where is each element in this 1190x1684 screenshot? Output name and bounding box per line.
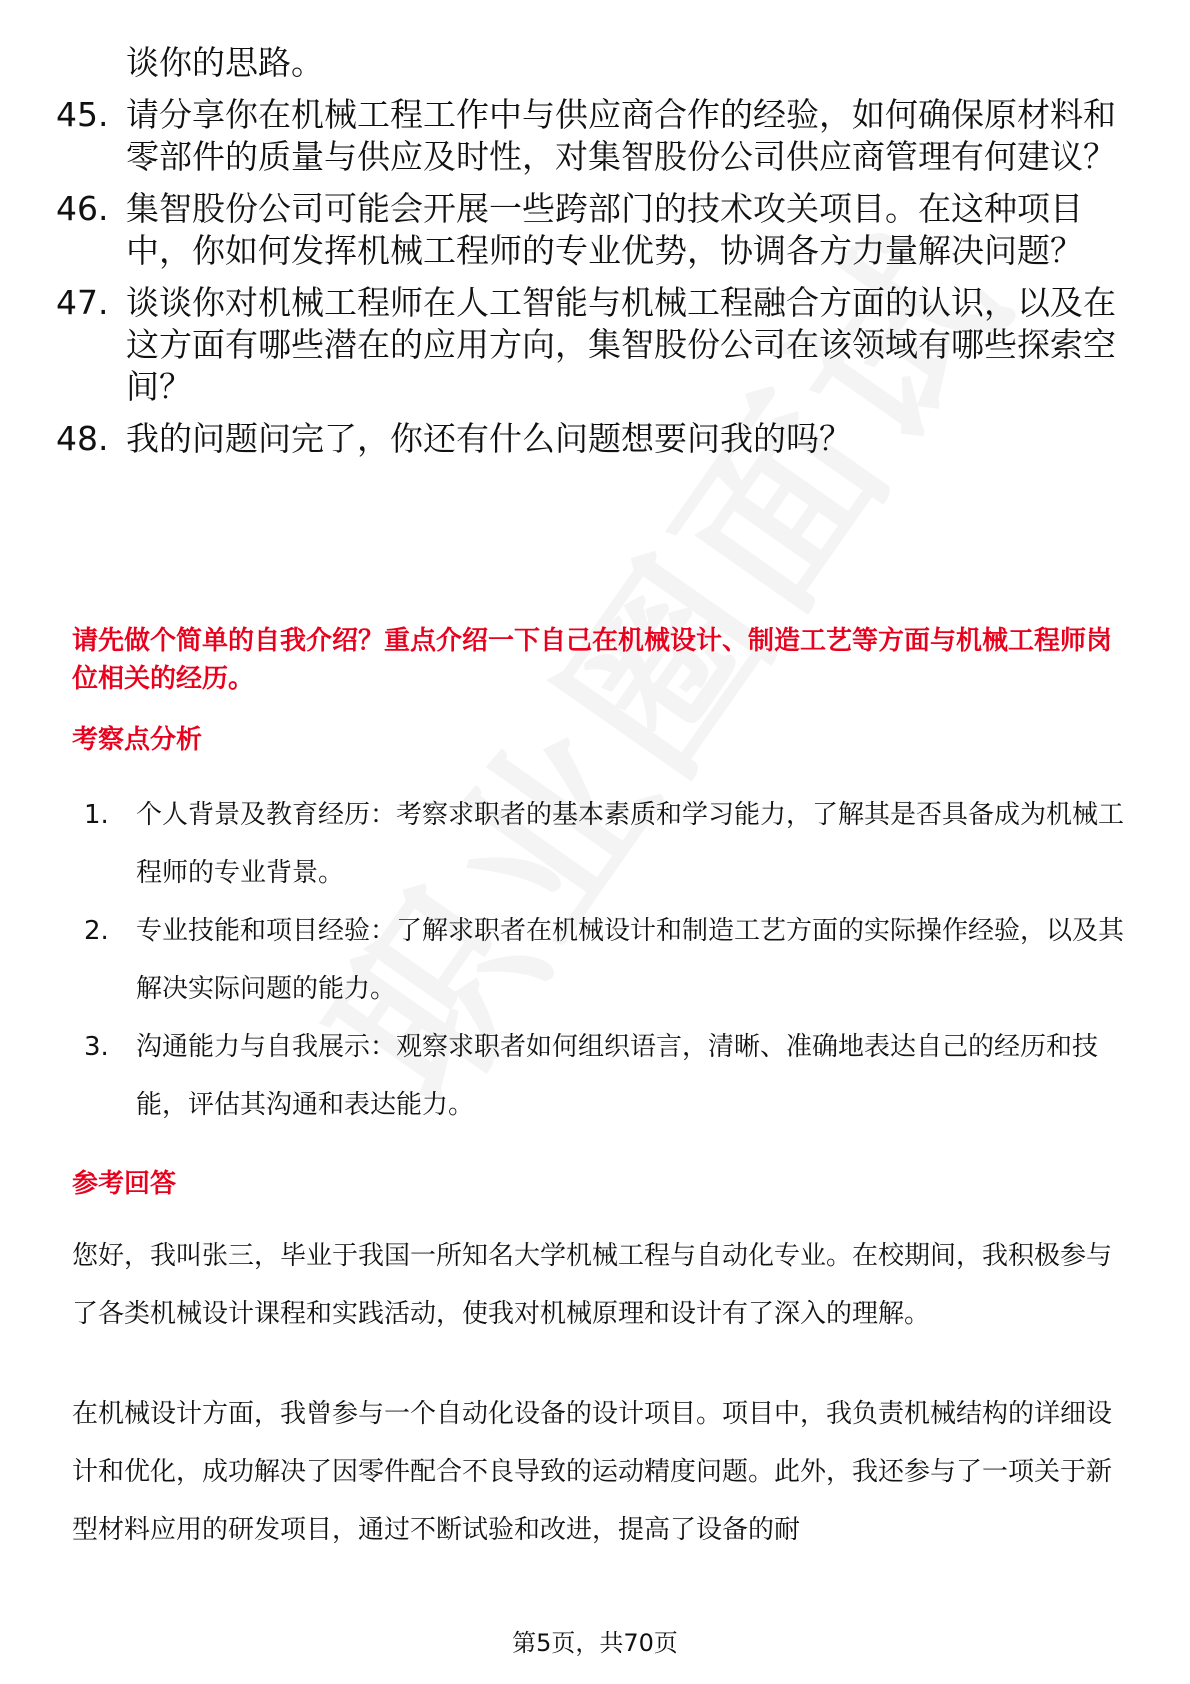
- question-text: 请分享你在机械工程工作中与供应商合作的经验，如何确保原材料和零部件的质量与供应及时性，对集智股份公司供应商管理有何建议？: [126, 95, 1116, 176]
- analysis-title: 考察点分析: [72, 725, 203, 755]
- analysis-item: [72, 786, 1132, 902]
- analysis-text: 沟通能力与自我展示：观察求职者如何组织语言，清晰、准确地表达自己的经历和技能，评估其沟通和表达能力。: [136, 1032, 1099, 1120]
- analysis-list: [72, 786, 1132, 1134]
- question-number: 45.: [56, 95, 109, 134]
- question-number: 47.: [56, 283, 109, 322]
- analysis-item: [72, 1018, 1132, 1134]
- answer-paragraph: 您好，我叫张三，毕业于我国一所知名大学机械工程与自动化专业。在校期间，我积极参与了各类机械设计课程和实践活动，使我对机械原理和设计有了深入的理解。: [72, 1241, 1113, 1329]
- highlight-question: 请先做个简单的自我介绍？重点介绍一下自己在机械设计、制造工艺等方面与机械工程师岗位相关的经历。: [72, 626, 1113, 694]
- question-text: 集智股份公司可能会开展一些跨部门的技术攻关项目。在这种项目中，你如何发挥机械工程师的专业优势，协调各方力量解决问题？: [126, 189, 1083, 270]
- question-item: [56, 418, 1136, 460]
- question-item: [56, 282, 1136, 408]
- analysis-number: 1.: [84, 800, 109, 830]
- question-continuation: [56, 42, 1136, 84]
- analysis-number: 2.: [84, 916, 109, 946]
- question-text: 我的问题问完了，你还有什么问题想要问我的吗？: [126, 419, 852, 458]
- question-number: 48.: [56, 419, 109, 458]
- analysis-number: 3.: [84, 1032, 109, 1062]
- question-number: 46.: [56, 189, 109, 228]
- analysis-text: 专业技能和项目经验：了解求职者在机械设计和制造工艺方面的实际操作经验，以及其解决实际问题的能力。: [136, 916, 1125, 1004]
- answer-paragraph: 在机械设计方面，我曾参与一个自动化设备的设计项目。项目中，我负责机械结构的详细设计和优化，成功解决了因零件配合不良导致的运动精度问题。此外，我还参与了一项关于新型材料应用的研发项目，通过不断试验和改进，提高了设备的耐: [72, 1399, 1113, 1545]
- reference-answer: [72, 1227, 1132, 1601]
- analysis-item: [72, 902, 1132, 1018]
- analysis-text: 个人背景及教育经历：考察求职者的基本素质和学习能力，了解其是否具备成为机械工程师的专业背景。: [136, 800, 1125, 888]
- question-item: [56, 188, 1136, 272]
- question-continuation-text: 谈你的思路。: [126, 43, 324, 82]
- reference-title: 参考回答: [72, 1169, 177, 1199]
- question-item: [56, 94, 1136, 178]
- question-text: 谈谈你对机械工程师在人工智能与机械工程融合方面的认识，以及在这方面有哪些潜在的应用方向，集智股份公司在该领域有哪些探索空间？: [126, 283, 1116, 406]
- question-list: [56, 42, 1136, 470]
- page-footer: 第5页，共70页: [512, 1629, 678, 1657]
